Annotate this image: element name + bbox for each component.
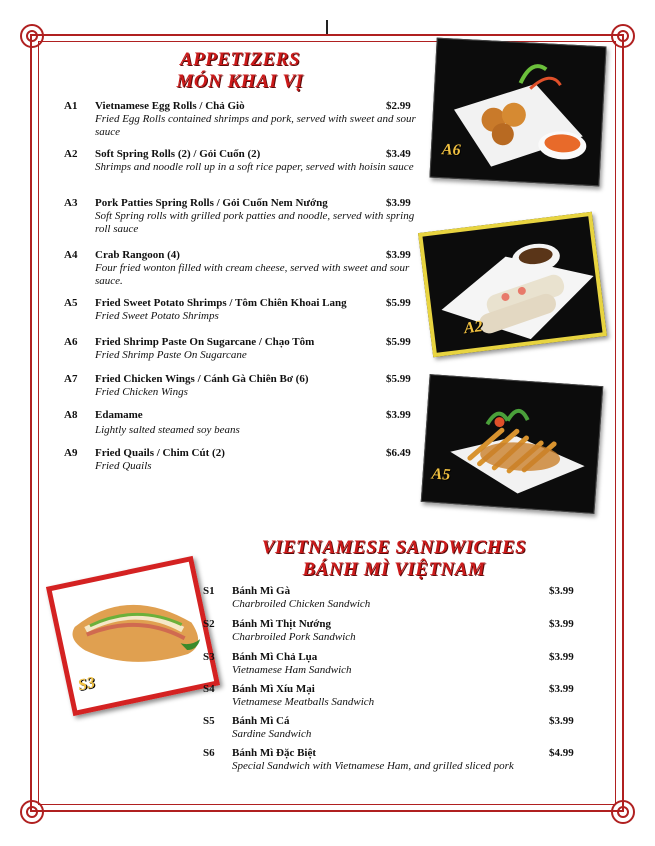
- item-price: $3.99: [386, 249, 411, 261]
- photo-s3-label: S3: [76, 674, 97, 695]
- menu-item-a9: [64, 447, 420, 495]
- item-code: S3: [203, 651, 215, 663]
- photo-s3-image: [52, 562, 214, 710]
- item-description: Shrimps and noodle roll up in a soft rice paper, served with hoisin sauce: [95, 161, 414, 173]
- item-price: $2.99: [386, 100, 411, 112]
- photo-a2: [418, 212, 607, 357]
- item-price: $4.99: [549, 747, 574, 759]
- photo-a5-label: A5: [431, 465, 451, 484]
- item-description: Four fried wonton filled with cream cheese, served with sweet and sour sauce.: [95, 262, 410, 287]
- item-price: $3.99: [549, 651, 574, 663]
- sandwiches-title: [224, 537, 564, 581]
- item-name: Bánh Mì Xíu Mại: [232, 683, 315, 695]
- corner-ornament-icon: [611, 800, 635, 824]
- appetizers-title-vi: MÓN KHAI VỊ: [176, 71, 304, 92]
- item-name: Edamame: [95, 409, 143, 421]
- corner-ornament-icon: [611, 24, 635, 48]
- item-description: Vietnamese Meatballs Sandwich: [232, 696, 375, 708]
- item-price: $3.99: [386, 197, 411, 209]
- photo-a6-image: [430, 39, 606, 187]
- item-description: Lightly salted steamed soy beans: [95, 424, 240, 436]
- item-description: Fried Chicken Wings: [95, 386, 188, 398]
- item-description: Fried Shrimp Paste On Sugarcane: [95, 349, 247, 361]
- photo-a2-image: [422, 216, 602, 352]
- item-code: A4: [64, 249, 78, 261]
- item-code: A5: [64, 297, 78, 309]
- menu-item-s1: [203, 585, 583, 617]
- item-code: A1: [64, 100, 78, 112]
- item-name: Bánh Mì Đặc Biệt: [232, 747, 317, 759]
- item-price: $5.99: [386, 373, 411, 385]
- item-price: $3.49: [386, 148, 411, 160]
- sandwiches-title-vi: BÁNH MÌ VIỆTNAM: [302, 559, 486, 580]
- menu-item-a4: [64, 249, 420, 297]
- item-price: $3.99: [549, 715, 574, 727]
- corner-ornament-icon: [20, 24, 44, 48]
- item-code: A6: [64, 336, 78, 348]
- item-price: $5.99: [386, 336, 411, 348]
- item-name: Vietnamese Egg Rolls / Chả Giò: [95, 100, 245, 112]
- appetizers-title-en: APPETIZERS: [179, 49, 301, 70]
- item-code: A8: [64, 409, 78, 421]
- item-code: S5: [203, 715, 215, 727]
- item-description: Vietnamese Ham Sandwich: [232, 664, 352, 676]
- item-description: Charbroiled Chicken Sandwich: [232, 598, 371, 610]
- item-description: Fried Quails: [95, 460, 152, 472]
- item-name: Soft Spring Rolls (2) / Gỏi Cuốn (2): [95, 148, 261, 160]
- item-price: $3.99: [549, 585, 574, 597]
- menu-item-a2: [64, 148, 420, 196]
- menu-item-a1: [64, 100, 420, 148]
- item-name: Fried Shrimp Paste On Sugarcane / Chạo Tôm: [95, 336, 315, 348]
- item-price: $5.99: [386, 297, 411, 309]
- menu-item-s4: [203, 683, 583, 715]
- photo-a2-label: A2: [462, 318, 484, 338]
- appetizers-title: [140, 49, 340, 93]
- corner-ornament-icon: [20, 800, 44, 824]
- item-name: Pork Patties Spring Rolls / Gỏi Cuốn Nem Nướng: [95, 197, 328, 209]
- item-code: S6: [203, 747, 215, 759]
- item-description: Fried Egg Rolls contained shrimps and pork, served with sweet and sour sauce: [95, 113, 416, 138]
- menu-item-s5: [203, 715, 583, 747]
- top-mark: [326, 20, 328, 34]
- item-code: A2: [64, 148, 78, 160]
- item-code: S4: [203, 683, 215, 695]
- photo-a5-image: [422, 375, 604, 514]
- menu-item-s3: [203, 651, 583, 683]
- item-code: S2: [203, 618, 215, 630]
- item-description: Charbroiled Pork Sandwich: [232, 631, 356, 643]
- item-name: Bánh Mì Chả Lụa: [232, 651, 318, 663]
- item-description: Sardine Sandwich: [232, 728, 312, 740]
- item-name: Crab Rangoon (4): [95, 249, 180, 261]
- item-name: Bánh Mì Cá: [232, 715, 290, 727]
- item-description: Special Sandwich with Vietnamese Ham, and grilled sliced pork: [232, 760, 514, 772]
- item-name: Fried Chicken Wings / Cánh Gà Chiên Bơ (6): [95, 373, 309, 385]
- item-code: A7: [64, 373, 78, 385]
- photo-a5: [421, 374, 604, 514]
- item-name: Bánh Mì Gà: [232, 585, 291, 597]
- item-description: Soft Spring rolls with grilled pork patties and noodle, served with spring roll sauce: [95, 210, 415, 235]
- item-name: Bánh Mì Thịt Nướng: [232, 618, 331, 630]
- item-description: Fried Sweet Potato Shrimps: [95, 310, 219, 322]
- sandwiches-title-en: VIETNAMESE SANDWICHES: [261, 537, 527, 558]
- item-price: $3.99: [549, 683, 574, 695]
- item-code: A3: [64, 197, 78, 209]
- menu-item-s2: [203, 618, 583, 650]
- item-price: $6.49: [386, 447, 411, 459]
- photo-a6: [429, 38, 606, 187]
- item-price: $3.99: [549, 618, 574, 630]
- menu-item-a3: [64, 197, 420, 245]
- item-name: Fried Sweet Potato Shrimps / Tôm Chiên Khoai Lang: [95, 297, 347, 309]
- item-name: Fried Quails / Chim Cút (2): [95, 447, 225, 459]
- item-code: A9: [64, 447, 78, 459]
- photo-a6-label: A6: [441, 141, 462, 160]
- item-code: S1: [203, 585, 215, 597]
- menu-item-s6: [203, 747, 583, 779]
- item-price: $3.99: [386, 409, 411, 421]
